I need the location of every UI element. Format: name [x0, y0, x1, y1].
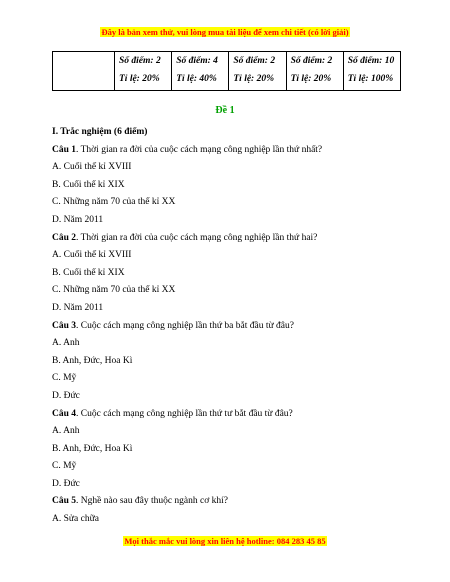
question-text: . Nghề nào sau đây thuộc ngành cơ khí?: [76, 496, 228, 507]
answer-option: B. Anh, Đức, Hoa Kì: [52, 443, 133, 454]
score-ratio: Tỉ lệ: 20%: [233, 74, 275, 84]
hotline-banner: [0, 536, 450, 546]
answer-option: C. Những năm 70 của thế kỉ XX: [52, 197, 176, 208]
score-ratio: Tỉ lệ: 100%: [347, 74, 394, 84]
answer-option: C. Mỹ: [52, 461, 77, 472]
answer-option: A. Anh: [52, 338, 80, 349]
score-ratio: Tỉ lệ: 20%: [290, 74, 332, 84]
score-ratio: Tỉ lệ: 40%: [176, 74, 217, 84]
score-points: Số điểm: 2: [290, 56, 333, 66]
question-text: . Thời gian ra đời của cuộc cách mạng công nghiệp lần thứ hai?: [76, 232, 318, 243]
question-label: Câu 5: [52, 496, 77, 507]
score-cell: [115, 52, 172, 91]
score-cell: [229, 52, 286, 91]
question-text: . Cuộc cách mạng công nghiệp lần thứ ba bắt đầu từ đâu?: [76, 320, 294, 331]
score-cell: [343, 52, 400, 91]
question-label: Câu 4: [52, 408, 77, 419]
answer-option: C. Mỹ: [52, 373, 77, 384]
question-label: Câu 1: [52, 144, 77, 155]
answer-option: B. Cuối thế kỉ XIX: [52, 267, 125, 278]
score-table-row: [53, 52, 401, 91]
score-points: Số điểm: 2: [119, 56, 161, 66]
score-points: Số điểm: 2: [233, 56, 276, 66]
answer-option: A. Sửa chữa: [52, 514, 99, 525]
answer-option: A. Anh: [52, 426, 80, 437]
answer-option: A. Cuối thế kỉ XVIII: [52, 162, 132, 173]
answer-option: C. Những năm 70 của thế kỉ XX: [52, 285, 176, 296]
answer-option: D. Năm 2011: [52, 214, 104, 225]
score-ratio: Tỉ lệ: 20%: [119, 74, 160, 84]
section-title: I. Trắc nghiệm (6 điểm): [52, 127, 148, 137]
answer-option: D. Đức: [52, 478, 80, 489]
preview-banner: [0, 27, 450, 37]
question-label: Câu 2: [52, 232, 77, 243]
question-1: [52, 142, 412, 160]
exam-title: Đề 1: [215, 105, 235, 116]
question-2: [52, 230, 412, 248]
question-4: [52, 406, 412, 424]
question-label: Câu 3: [52, 320, 77, 331]
score-cell: [172, 52, 229, 91]
score-points: Số điểm: 4: [176, 56, 218, 66]
hotline-banner-text: Mọi thắc mắc vui lòng xin liên hệ hotline: 084 283 45 85: [124, 536, 326, 546]
score-cell: [286, 52, 343, 91]
score-points: Số điểm: 10: [347, 56, 395, 66]
preview-banner-text: Đây là bản xem thử, vui lòng mua tài liệu để xem chi tiết (có lời giải): [101, 27, 349, 37]
exam-content: [52, 124, 412, 529]
question-text: . Cuộc cách mạng công nghiệp lần thứ tư bắt đầu từ đâu?: [76, 408, 293, 419]
answer-option: B. Anh, Đức, Hoa Kì: [52, 355, 133, 366]
answer-option: B. Cuối thế kỉ XIX: [52, 179, 125, 190]
question-5: [52, 493, 412, 511]
question-3: [52, 318, 412, 336]
question-text: . Thời gian ra đời của cuộc cách mạng công nghiệp lần thứ nhất?: [76, 144, 323, 155]
answer-option: A. Cuối thế kỉ XVIII: [52, 250, 132, 261]
score-table: [52, 51, 401, 91]
score-table-empty-cell: [53, 52, 115, 91]
answer-option: D. Đức: [52, 390, 80, 401]
answer-option: D. Năm 2011: [52, 302, 104, 313]
